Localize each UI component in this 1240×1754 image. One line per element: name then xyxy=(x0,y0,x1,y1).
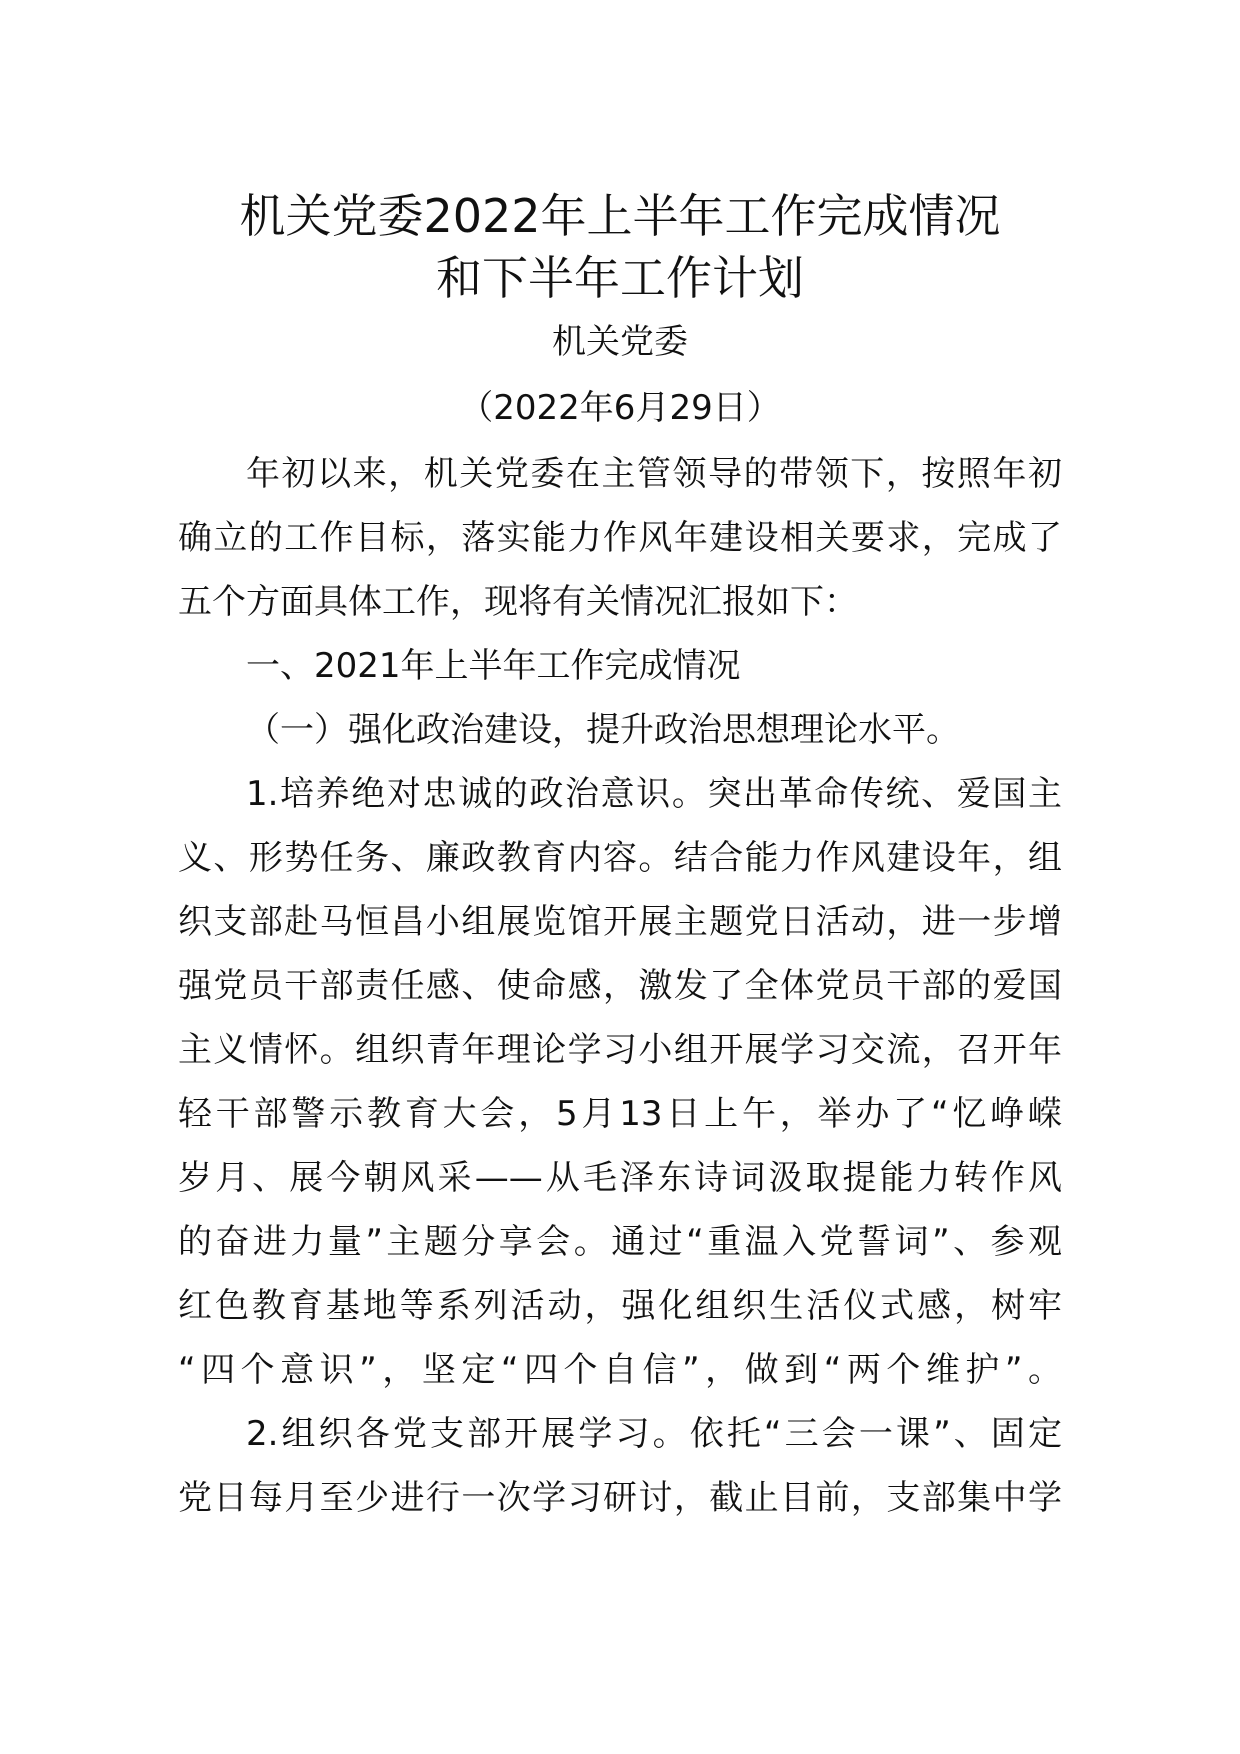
document-title-line-2: 和下半年工作计划 xyxy=(436,251,804,305)
body-line: 义、形势任务、廉政教育内容。结合能力作风建设年，组 xyxy=(178,838,1062,878)
body-line: 1.培养绝对忠诚的政治意识。突出革命传统、爱国主 xyxy=(246,774,1062,814)
section-heading: 一、2021年上半年工作完成情况 xyxy=(246,646,741,686)
body-line: “四个意识”，坚定“四个自信”，做到“两个维护”。 xyxy=(178,1350,1062,1390)
body-line: 强党员干部责任感、使命感，激发了全体党员干部的爱国 xyxy=(178,966,1062,1006)
body-line: 织支部赴马恒昌小组展览馆开展主题党日活动，进一步增 xyxy=(178,902,1062,942)
document-title-line-1: 机关党委2022年上半年工作完成情况 xyxy=(239,189,1001,243)
body-line: 年初以来，机关党委在主管领导的带领下，按照年初 xyxy=(246,454,1062,494)
body-line: 的奋进力量”主题分享会。通过“重温入党誓词”、参观 xyxy=(178,1222,1062,1262)
body-line: 主义情怀。组织青年理论学习小组开展学习交流，召开年 xyxy=(178,1030,1062,1070)
document-organization: 机关党委 xyxy=(552,322,688,362)
body-line: 党日每月至少进行一次学习研讨，截止目前，支部集中学 xyxy=(178,1478,1062,1518)
subsection-heading: （一）强化政治建设，提升政治思想理论水平。 xyxy=(246,710,960,750)
document-date: （2022年6月29日） xyxy=(459,388,781,428)
body-line: 2.组织各党支部开展学习。依托“三会一课”、固定 xyxy=(246,1414,1062,1454)
body-line: 五个方面具体工作，现将有关情况汇报如下： xyxy=(178,582,858,622)
body-line: 红色教育基地等系列活动，强化组织生活仪式感，树牢 xyxy=(178,1286,1062,1326)
body-line: 岁月、展今朝风采——从毛泽东诗词汲取提能力转作风 xyxy=(178,1158,1062,1198)
body-line: 轻干部警示教育大会，5月13日上午，举办了“忆峥嵘 xyxy=(178,1094,1062,1134)
body-line: 确立的工作目标，落实能力作风年建设相关要求，完成了 xyxy=(178,518,1062,558)
